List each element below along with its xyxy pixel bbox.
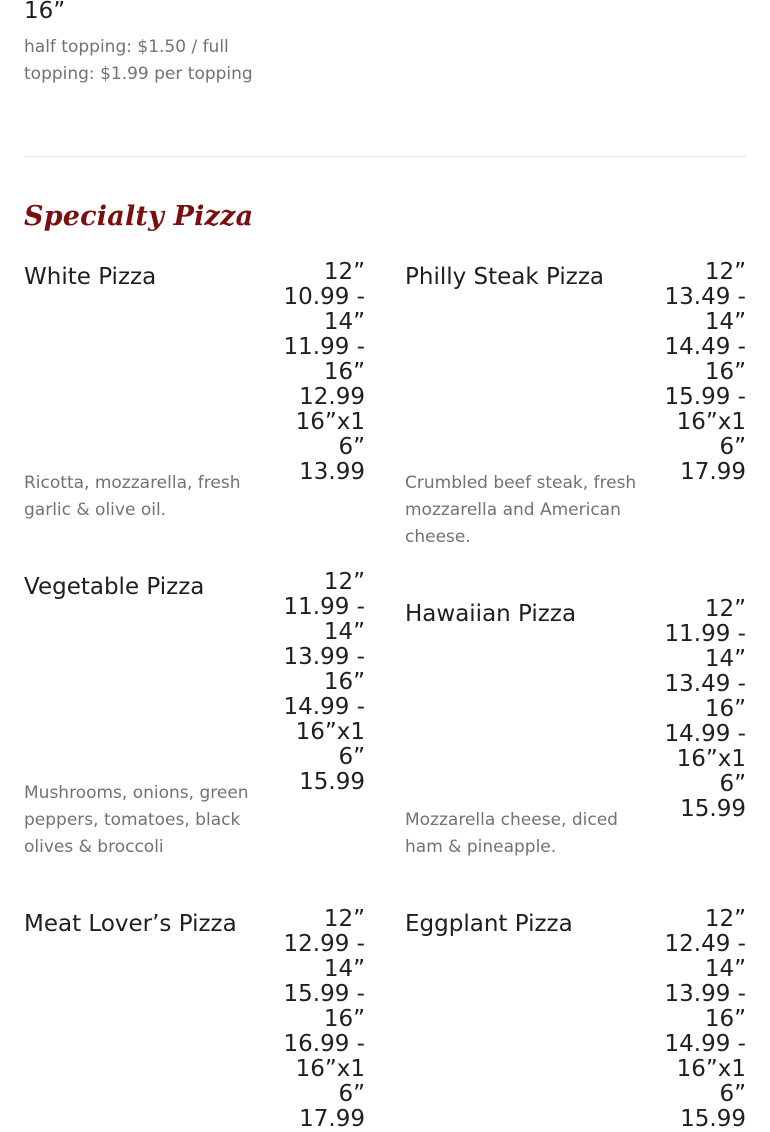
item-description: Mushrooms, onions, green peppers, tomatoes, black olives & broccoli xyxy=(24,783,249,857)
item-price: 12” 11.99 - 14” 13.99 - 16” 14.99 - 16”x16” 15.99 xyxy=(283,569,365,795)
item-name xyxy=(24,0,284,24)
item-name: White Pizza xyxy=(24,264,157,290)
item-name: Hawaiian Pizza xyxy=(405,601,577,627)
section-divider xyxy=(24,156,746,157)
item-name: Meat Lover’s Pizza xyxy=(24,911,237,937)
item-description: half topping: $1.50 / full topping: $1.99 per topping xyxy=(24,37,253,84)
menu-item-plain-cheese-pizza xyxy=(24,0,284,88)
menu-page xyxy=(24,0,746,1132)
item-description: Ricotta, mozzarella, fresh garlic & olive oil. xyxy=(24,473,241,520)
item-name: Vegetable Pizza xyxy=(24,574,205,600)
item-description: Mozzarella cheese, diced ham & pineapple. xyxy=(405,810,618,857)
item-name: Eggplant Pizza xyxy=(405,911,573,937)
item-name-line2: 16” xyxy=(24,0,66,24)
item-price: 12” 12.49 - 14” 13.99 - 16” 14.99 - 16”x16” 15.99 xyxy=(664,906,746,1132)
item-price: 12” 13.49 - 14” 14.49 - 16” 15.99 - 16”x16” 17.99 xyxy=(664,259,746,485)
item-name: Philly Steak Pizza xyxy=(405,264,605,290)
item-price: 12” 11.99 - 14” 13.49 - 16” 14.99 - 16”x16” 15.99 xyxy=(664,596,746,822)
item-description: Crumbled beef steak, fresh mozzarella and American cheese. xyxy=(405,473,637,547)
section-title: Specialty Pizza xyxy=(24,201,254,232)
item-price: 12” 12.99 - 14” 15.99 - 16” 16.99 - 16”x16” 17.99 xyxy=(283,906,365,1132)
item-price: 12” 10.99 - 14” 11.99 - 16” 12.99 16”x16” 13.99 xyxy=(283,259,365,485)
